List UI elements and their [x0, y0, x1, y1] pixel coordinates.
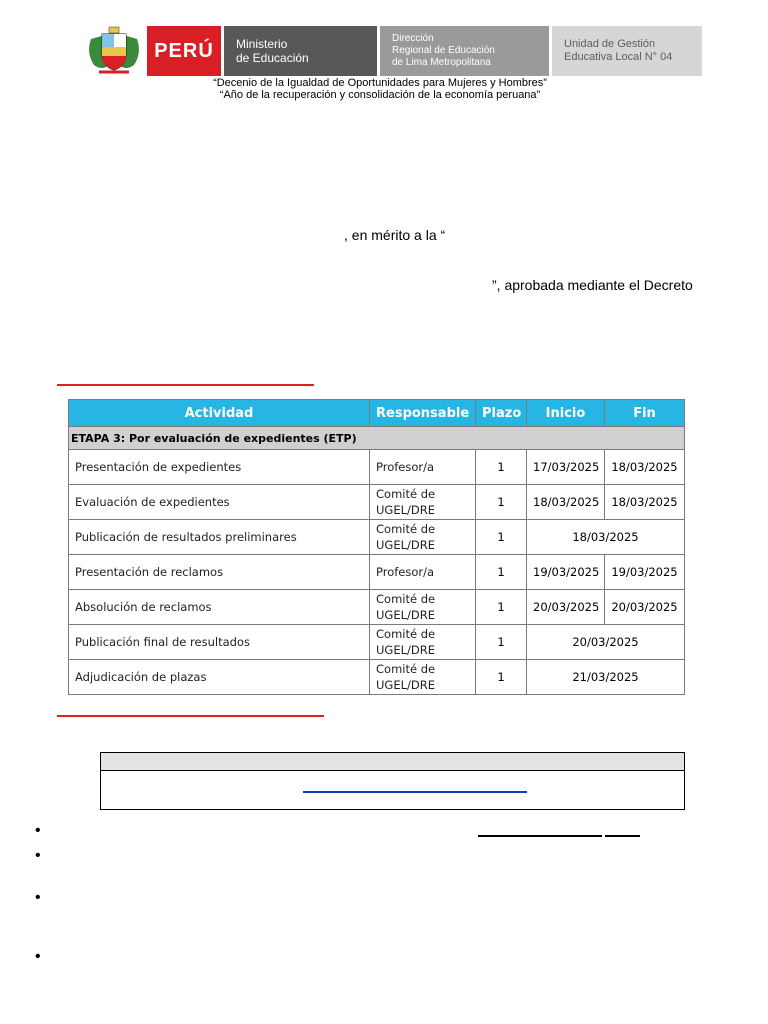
- stage-row: [69, 427, 685, 450]
- table-row: [69, 660, 685, 695]
- term-cell: 1: [476, 555, 527, 590]
- responsible-line: Profesor/a: [376, 565, 435, 579]
- table-row: [69, 485, 685, 520]
- column-header-end: Fin: [605, 400, 685, 427]
- section-heading-underline-2: [57, 715, 324, 717]
- term-cell: 1: [476, 485, 527, 520]
- responsible-line: UGEL/DRE: [376, 608, 435, 622]
- merged-date-cell: 21/03/2025: [527, 660, 685, 695]
- responsible-line: UGEL/DRE: [376, 503, 435, 517]
- table-row: [69, 625, 685, 660]
- term-cell: 1: [476, 520, 527, 555]
- activity-cell: Presentación de reclamos: [69, 555, 370, 590]
- responsible-line: UGEL/DRE: [376, 538, 435, 552]
- stage-label: ETAPA 3: Por evaluación de expedientes (ETP): [69, 427, 685, 450]
- table-row: [69, 555, 685, 590]
- regional-line-3: de Lima Metropolitana: [392, 57, 491, 68]
- bullet-icon: •: [35, 889, 41, 906]
- table-row: [69, 450, 685, 485]
- merged-date-cell: 18/03/2025: [527, 520, 685, 555]
- table-header-row: [69, 400, 685, 427]
- start-date-cell: 20/03/2025: [527, 590, 605, 625]
- responsible-line: Comité de: [376, 487, 436, 501]
- column-header-start: Inicio: [527, 400, 605, 427]
- bullet-icon: •: [35, 948, 41, 965]
- column-header-term: Plazo: [476, 400, 527, 427]
- end-date-cell: 18/03/2025: [605, 485, 685, 520]
- start-date-cell: 19/03/2025: [527, 555, 605, 590]
- end-date-cell: 18/03/2025: [605, 450, 685, 485]
- hyperlink-underline[interactable]: [303, 791, 527, 793]
- section-heading-underline: [57, 384, 314, 386]
- responsible-line: Comité de: [376, 662, 436, 676]
- end-date-cell: 20/03/2025: [605, 590, 685, 625]
- responsible-cell: [370, 555, 476, 590]
- regional-line-1: Dirección: [392, 33, 434, 44]
- term-cell: 1: [476, 625, 527, 660]
- ministry-label: [224, 26, 377, 76]
- body-text-fragment-1: , en mérito a la “: [344, 227, 446, 243]
- start-date-cell: 17/03/2025: [527, 450, 605, 485]
- term-cell: 1: [476, 590, 527, 625]
- column-header-activity: Actividad: [69, 400, 370, 427]
- body-text-fragment-2: ”, aprobada mediante el Decreto: [492, 277, 693, 293]
- start-date-cell: 18/03/2025: [527, 485, 605, 520]
- ugel-label: [552, 26, 702, 76]
- schedule-table: [68, 399, 685, 695]
- ministry-line-2: de Educación: [236, 51, 309, 65]
- term-cell: 1: [476, 660, 527, 695]
- responsible-line: UGEL/DRE: [376, 643, 435, 657]
- bullet-icon: •: [35, 822, 41, 839]
- responsible-line: Comité de: [376, 592, 436, 606]
- activity-cell: Publicación de resultados preliminares: [69, 520, 370, 555]
- column-header-responsible: Responsable: [370, 400, 476, 427]
- responsible-line: Comité de: [376, 627, 436, 641]
- responsible-cell: [370, 450, 476, 485]
- activity-cell: Evaluación de expedientes: [69, 485, 370, 520]
- merged-date-cell: 20/03/2025: [527, 625, 685, 660]
- ugel-line-2: Educativa Local N° 04: [564, 51, 673, 63]
- underlined-text-2: [605, 835, 640, 837]
- year-motto: “Año de la recuperación y consolidación de la economía peruana”: [219, 89, 541, 101]
- decade-motto: “Decenio de la Igualdad de Oportunidades para Mujeres y Hombres”: [213, 77, 547, 89]
- activity-cell: Absolución de reclamos: [69, 590, 370, 625]
- table-row: [69, 520, 685, 555]
- term-cell: 1: [476, 450, 527, 485]
- responsible-cell: [370, 590, 476, 625]
- peru-brand-label: PERÚ: [147, 26, 221, 76]
- regional-line-2: Regional de Educación: [392, 45, 495, 56]
- end-date-cell: 19/03/2025: [605, 555, 685, 590]
- activity-cell: Publicación final de resultados: [69, 625, 370, 660]
- responsible-cell: [370, 520, 476, 555]
- info-box-header: [101, 753, 684, 771]
- peru-coat-of-arms-logo: [85, 25, 143, 75]
- responsible-line: Profesor/a: [376, 460, 435, 474]
- responsible-cell: [370, 660, 476, 695]
- bullet-icon: •: [35, 847, 41, 864]
- ugel-line-1: Unidad de Gestión: [564, 38, 656, 50]
- responsible-cell: [370, 625, 476, 660]
- underlined-text-1: [478, 835, 602, 837]
- regional-direction-label: [380, 26, 549, 76]
- info-box: [100, 752, 685, 810]
- activity-cell: Presentación de expedientes: [69, 450, 370, 485]
- responsible-cell: [370, 485, 476, 520]
- activity-cell: Adjudicación de plazas: [69, 660, 370, 695]
- responsible-line: Comité de: [376, 522, 436, 536]
- ministry-line-1: Ministerio: [236, 37, 288, 51]
- table-row: [69, 590, 685, 625]
- responsible-line: UGEL/DRE: [376, 678, 435, 692]
